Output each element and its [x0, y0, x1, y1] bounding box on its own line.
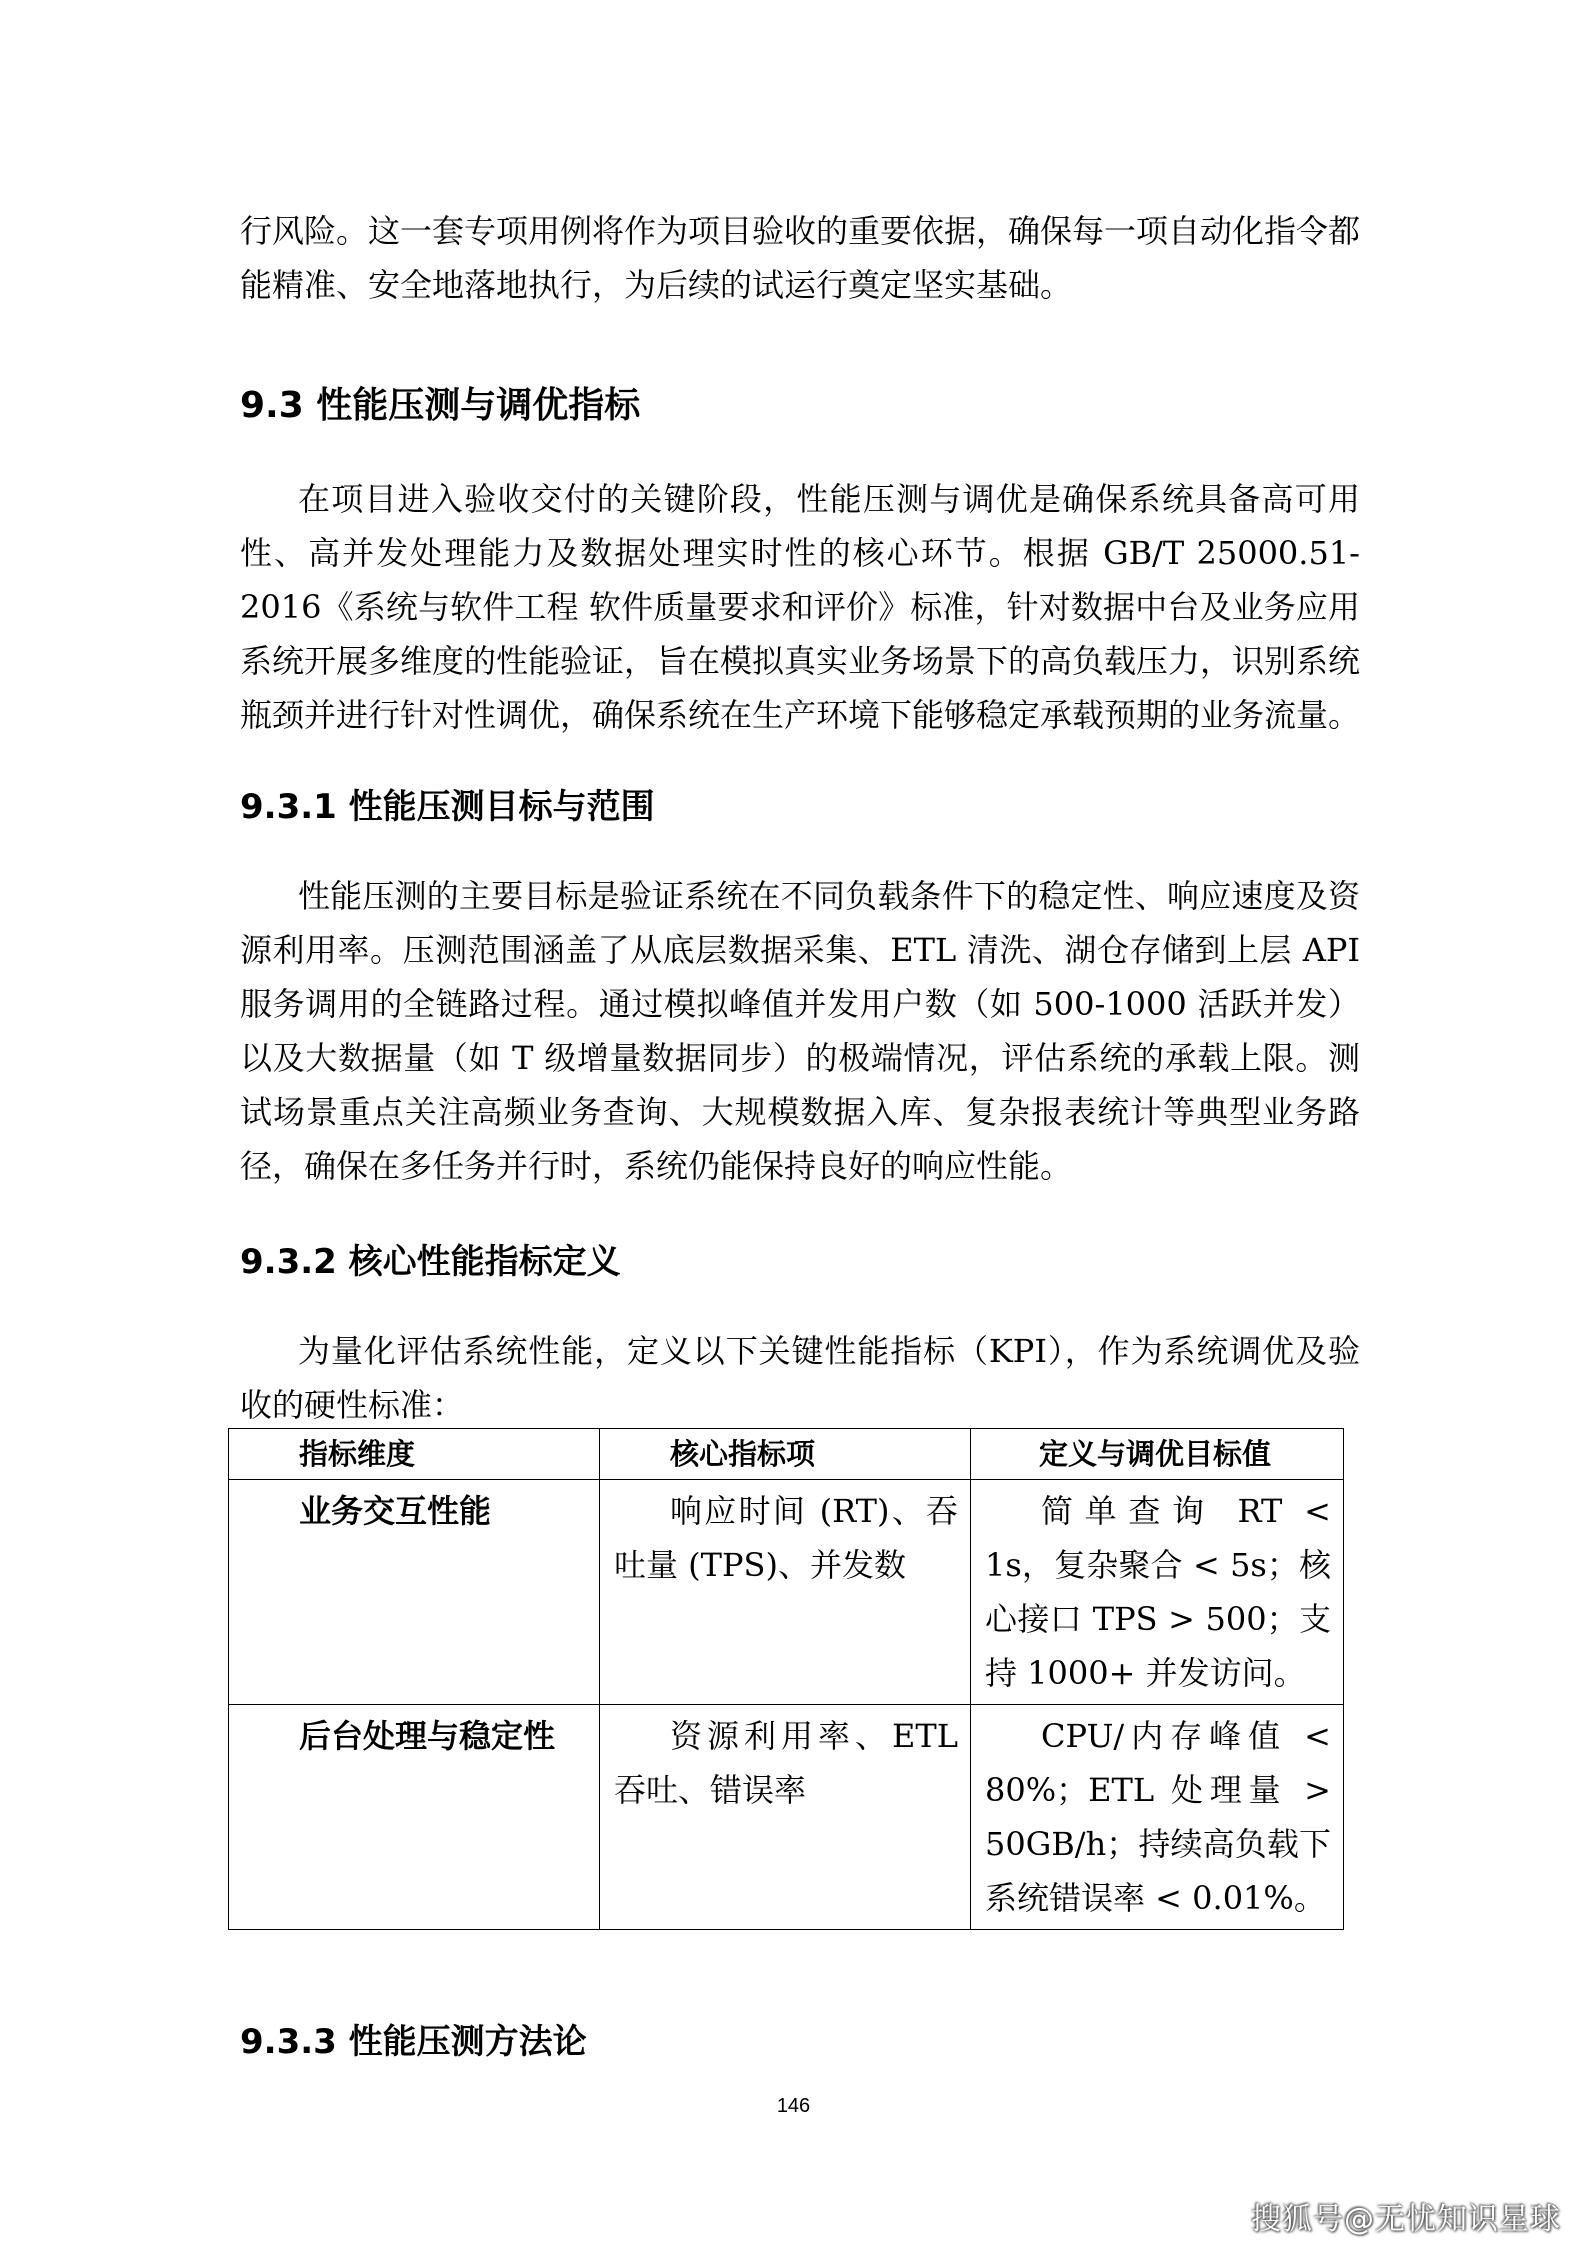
kpi-table-header-row	[229, 1429, 1344, 1480]
kpi-cell-metrics: 响应时间 (RT)、吞吐量 (TPS)、并发数	[600, 1480, 971, 1705]
kpi-header-dimension: 指标维度	[229, 1429, 600, 1480]
intro-paragraph: 行风险。这一套专项用例将作为项目验收的重要依据，确保每一项自动化指令都能精准、安全地落地执行，为后续的试运行奠定坚实基础。	[240, 212, 1361, 304]
kpi-header-metrics: 核心指标项	[600, 1429, 971, 1480]
section-9-3-paragraph: 在项目进入验收交付的关键阶段，性能压测与调优是确保系统具备高可用性、高并发处理能力及数据处理实时性的核心环节。根据 GB/T 25000.51-2016《系统与软件工程 软件质量要求和评价》标准，针对数据中台及业务应用系统开展多维度的性能验证，旨在模拟真实业务场景下的高负载压力，识别系统瓶颈并进行针对性调优，确保系统在生产环境下能够稳定承载预期的业务流量。	[240, 480, 1361, 734]
section-9-3-1-paragraph: 性能压测的主要目标是验证系统在不同负载条件下的稳定性、响应速度及资源利用率。压测范围涵盖了从底层数据采集、ETL 清洗、湖仓存储到上层 API 服务调用的全链路过程。通过模拟峰值并发用户数（如 500-1000 活跃并发）以及大数据量（如 T 级增量数据同步）的极端情况，评估系统的承载上限。测试场景重点关注高频业务查询、大规模数据入库、复杂报表统计等典型业务路径，确保在多任务并行时，系统仍能保持良好的响应性能。	[240, 877, 1360, 1185]
kpi-header-target: 定义与调优目标值	[971, 1429, 1344, 1480]
section-heading-9-3: 9.3 性能压测与调优指标	[240, 385, 641, 426]
kpi-cell-target: 简单查询 RT < 1s，复杂聚合 < 5s；核心接口 TPS > 500；支持 1000+ 并发访问。	[971, 1480, 1344, 1705]
watermark: 搜狐号@无忧知识星球	[1251, 2202, 1561, 2237]
kpi-cell-dimension: 后台处理与稳定性	[229, 1705, 600, 1930]
section-9-3-2-paragraph: 为量化评估系统性能，定义以下关键性能指标（KPI），作为系统调优及验收的硬性标准：	[240, 1332, 1360, 1424]
section-heading-9-3-2: 9.3.2 核心性能指标定义	[240, 1242, 621, 1282]
kpi-cell-metrics: 资源利用率、ETL 吞吐、错误率	[600, 1705, 971, 1930]
kpi-cell-target: CPU/内存峰值 < 80%；ETL 处理量 > 50GB/h；持续高负载下系统错误率 < 0.01%。	[971, 1705, 1344, 1930]
page-number: 146	[776, 2095, 811, 2117]
table-row	[229, 1705, 1344, 1930]
table-row	[229, 1480, 1344, 1705]
section-heading-9-3-1: 9.3.1 性能压测目标与范围	[240, 787, 655, 827]
section-heading-9-3-3: 9.3.3 性能压测方法论	[240, 2022, 587, 2062]
kpi-cell-dimension: 业务交互性能	[229, 1480, 600, 1705]
kpi-table	[228, 1428, 1344, 1930]
